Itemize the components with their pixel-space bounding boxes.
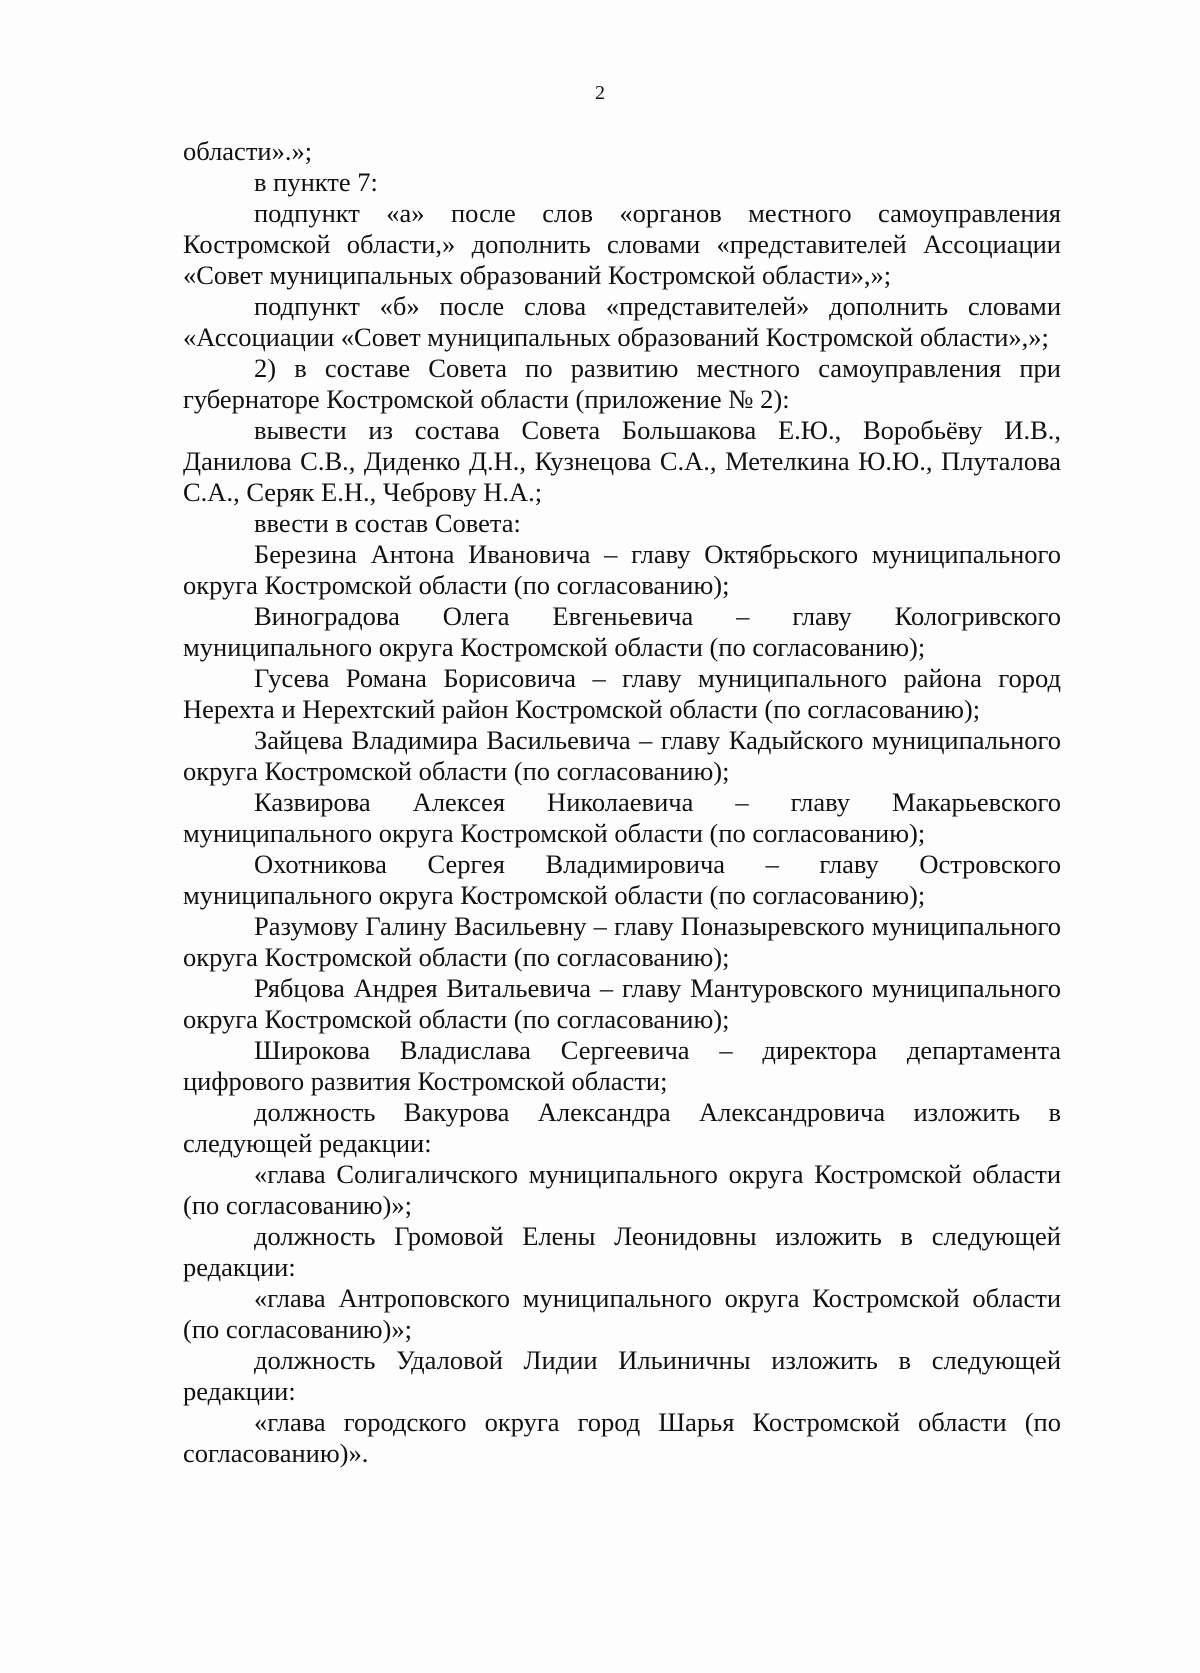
paragraph: «глава Солигаличского муниципального округа Костромской области (по согласованию)»;	[183, 1159, 1061, 1220]
paragraph: Охотникова Сергея Владимировича – главу Островского муниципального округа Костромской области (по согласованию);	[183, 849, 1061, 910]
paragraph: Казвирова Алексея Николаевича – главу Макарьевского муниципального округа Костромской области (по согласованию);	[183, 787, 1061, 848]
paragraph: «глава Антроповского муниципального округа Костромской области (по согласованию)»;	[183, 1283, 1061, 1344]
paragraph: вывести из состава Совета Большакова Е.Ю., Воробьёву И.В., Данилова С.В., Диденко Д.Н., Кузнецова С.А., Метелкина Ю.Ю., Плуталова С.А., Серяк Е.Н., Чеброву Н.А.;	[183, 415, 1061, 507]
paragraph: должность Удаловой Лидии Ильиничны изложить в следующей редакции:	[183, 1345, 1061, 1406]
paragraph: Гусева Романа Борисовича – главу муниципального района город Нерехта и Нерехтский район Костромской области (по согласованию);	[183, 663, 1061, 724]
paragraph: Березина Антона Ивановича – главу Октябрьского муниципального округа Костромской области (по согласованию);	[183, 539, 1061, 600]
document-body	[183, 136, 1061, 1469]
page-number: 2	[595, 82, 605, 104]
paragraph: должность Вакурова Александра Александровича изложить в следующей редакции:	[183, 1097, 1061, 1158]
paragraph: Широкова Владислава Сергеевича – директора департамента цифрового развития Костромской области;	[183, 1035, 1061, 1096]
paragraph: Виноградова Олега Евгеньевича – главу Кологривского муниципального округа Костромской области (по согласованию);	[183, 601, 1061, 662]
paragraph: подпункт «а» после слов «органов местного самоуправления Костромской области,» дополнить словами «представителей Ассоциации «Совет муниципальных образований Костромской области»,»;	[183, 198, 1061, 290]
paragraph: в пункте 7:	[254, 167, 378, 197]
paragraph: области».»;	[183, 136, 313, 166]
paragraph: 2) в составе Совета по развитию местного самоуправления при губернаторе Костромской области (приложение № 2):	[183, 353, 1061, 414]
paragraph: подпункт «б» после слова «представителей» дополнить словами «Ассоциации «Совет муниципальных образований Костромской области»,»;	[183, 291, 1061, 352]
paragraph: «глава городского округа город Шарья Костромской области (по согласованию)».	[183, 1407, 1061, 1468]
paragraph: ввести в состав Совета:	[254, 508, 521, 538]
paragraph: Разумову Галину Васильевну – главу Поназыревского муниципального округа Костромской области (по согласованию);	[183, 911, 1061, 972]
paragraph: должность Громовой Елены Леонидовны изложить в следующей редакции:	[183, 1221, 1061, 1282]
paragraph: Рябцова Андрея Витальевича – главу Мантуровского муниципального округа Костромской области (по согласованию);	[183, 973, 1061, 1034]
paragraph: Зайцева Владимира Васильевича – главу Кадыйского муниципального округа Костромской области (по согласованию);	[183, 725, 1061, 786]
